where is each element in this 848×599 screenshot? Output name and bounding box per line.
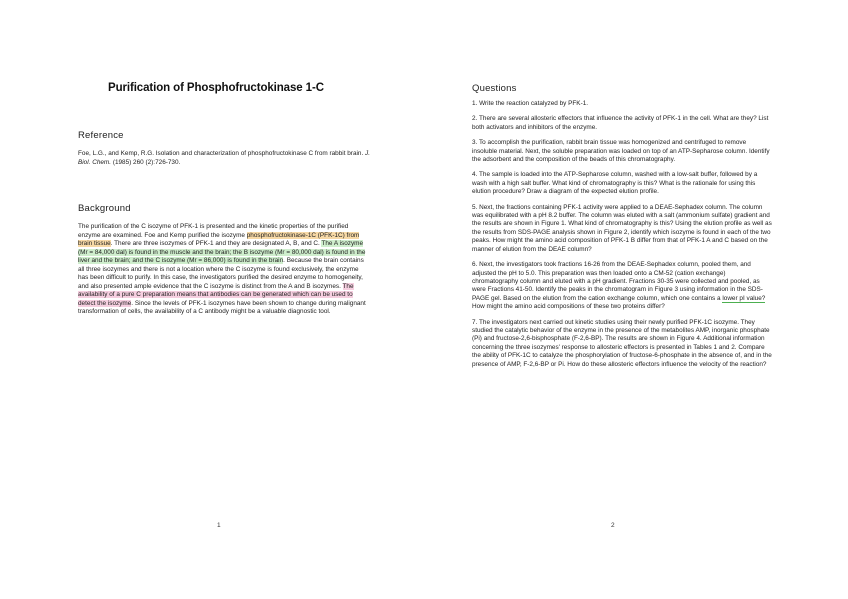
highlight-orange: phosphofructokinase-1C (PFK-1C) from brain tissue [78,231,360,247]
highlight-green: The A isozyme (Mr = 84,000 dal) is found in the muscle and the brain; the B isozyme (Mr = 80,000 dal) is found in the liver and the brain; and the C isozyme (Mr = 86,000) is found in the brain [78,240,366,264]
reference-citation [78,150,370,167]
question-6-underlined: lower pI value? [722,294,766,302]
background-paragraph [78,223,370,317]
reference-authors: Foe, L.G., and Kemp, R.G. Isolation and characterization of phosphofructokinase C from rabbit brain. [78,150,364,157]
background-text-4: . Since the levels of PFK-1 isozymes have been shown to change during malignant transformation of cells, the availability of a C antibody might be a valuable diagnostic tool. [78,299,366,315]
background-text-1: The purification of the C isozyme of PFK-1 is presented and the kinetic properties of the purified enzyme are examined. Foe and Kemp purified the isozyme [78,223,349,239]
reference-details: (1985) 260 (2):726-730. [112,158,181,166]
background-heading: Background [78,203,131,214]
question-1: 1. Write the reaction catalyzed by PFK-1. [472,100,589,107]
question-5: 5. Next, the fractions containing PFK-1 activity were applied to a DEAE-Sephadex column. The column was equilibrated with a pH 8.2 buffer. The column was eluted with a salt (ammonium sulfate) gradient and the results are shown in Figure 1. What kind of chromatography is this? Using the elution profile as well as the results from SDS-PAGE analysis shown in Figure 2, identify which isozyme is found in each of the two peaks. How might the amino acid composition of PFK-1 B differ from that of PFK-1 A and C based on the manner of elution from the DEAE column? [472,203,772,253]
page-number-1: 1 [217,522,221,529]
question-6 [472,261,772,311]
background-text-2: . There are three isozymes of PFK-1 and they are designated A, B, and C. [110,240,322,247]
question-6-text-b: How might the amino acid compositions of these two proteins differ? [472,303,665,311]
questions-list [472,100,772,376]
background-text-3: . Because the brain contains all three isozymes and there is not a location where the C isozyme is found exclusively, the enzyme has been difficult to purify. In this case, the investigators purified the desired enzyme to homogeneity, and also presented ample evidence that the C isozyme is distinct from the A and B isozymes. [78,257,364,290]
reference-journal: J. Biol. Chem. [78,150,371,166]
reference-heading: Reference [78,130,124,141]
questions-heading: Questions [472,83,517,94]
page-number-2: 2 [611,522,615,529]
question-4: 4. The sample is loaded into the ATP-Sepharose column, washed with a low-salt buffer, followed by a wash with a high salt buffer. What kind of chromatography is this? What is the rationale for using this elution procedure? Draw a diagram of the expected elution profile. [472,171,758,196]
question-7: 7. The investigators next carried out kinetic studies using their newly purified PFK-1C isozyme. They studied the catalytic behavior of the enzyme in the presence of the metabolites AMP, inorganic phosphate (Pi) and fructose-2,6-bisphosphate (F-2,6-BP). The results are shown in Figure 4. Additional information concerning the three isozymes' response to allosteric effectors is presented in Tables 1 and 2. Compare the ability of PFK-1C to catalyze the phosphorylation of fructose-6-phosphate in the absence of, and in the presence of AMP, F-2,6-BP or Pi. How do these allosteric effectors influence the velocity of the reaction? [472,318,772,368]
question-6-text-a: 6. Next, the investigators took fractions 16-26 from the DEAE-Sephadex column, pooled them, and adjusted the pH to 5.0. This preparation was then loaded onto a CM-52 (cation exchange) chromatography column and eluted with a pH gradient. Fractions 30-35 were collected and pooled, as were Fractions 41-50. Identify the peaks in the chromatogram in Figure 3 using information in the SDS-PAGE gel. Based on the elution from the cation exchange column, which one contains a [472,261,763,302]
document-title: Purification of Phosphofructokinase 1-C [108,82,324,94]
question-2: 2. There are several allosteric effectors that influence the activity of PFK-1 in the cell. What are they? List both activators and inhibitors of the enzyme. [472,115,769,131]
highlight-pink: The availability of a pure C preparation means that antibodies can be generated which can be used to detect the isozyme [78,282,354,307]
question-3: 3. To accomplish the purification, rabbit brain tissue was homogenized and centrifuged to remove insoluble material. Next, the soluble preparation was loaded on top of an ATP-Sepharose column. Identify the adsorbent and the composition of the beads of this chromatography. [472,139,770,164]
